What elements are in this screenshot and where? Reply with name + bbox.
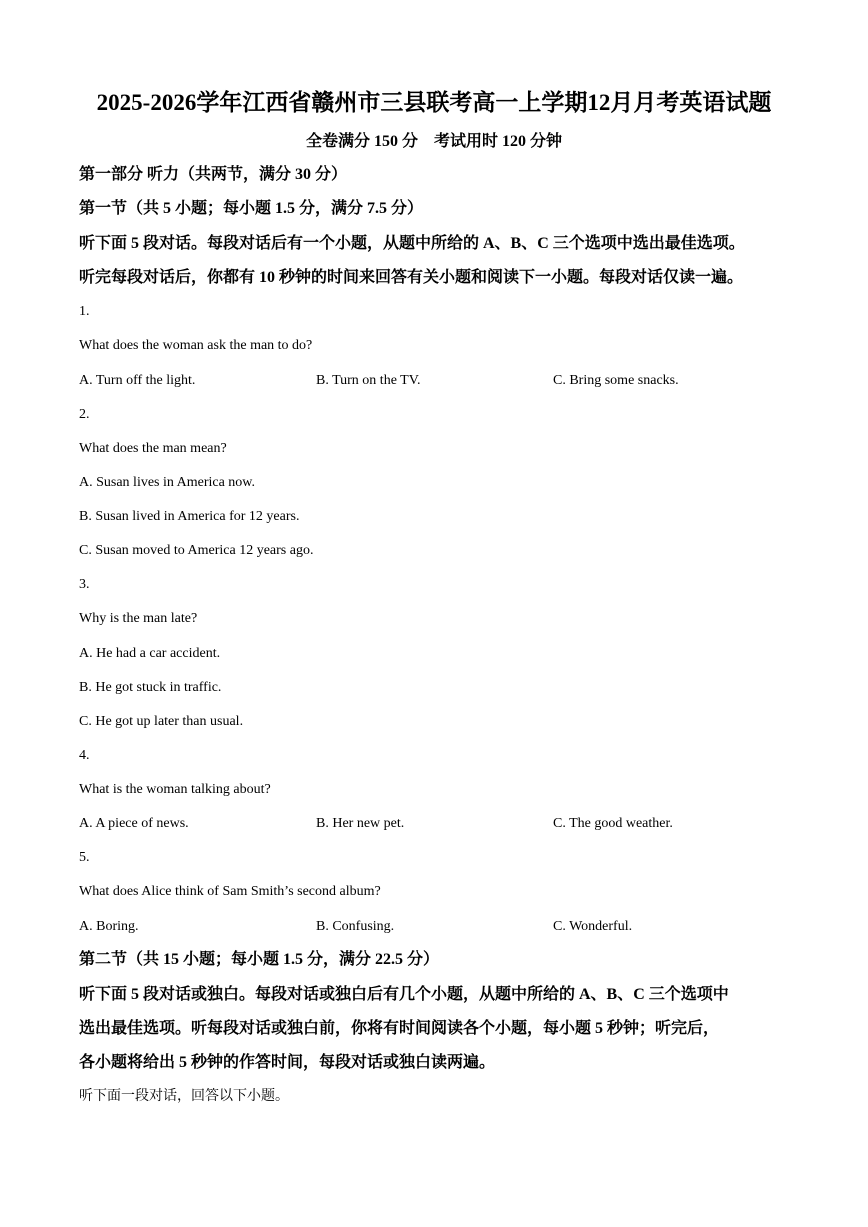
section2-instruction-line3: 各小题将给出 5 秒钟的作答时间，每段对话或独白读两遍。 [79,1054,496,1071]
option-b: B. Her new pet. [316,816,405,831]
question-stem: What is the woman talking about? [79,782,271,797]
question-number: 5. [79,850,90,865]
option-b: B. He got stuck in traffic. [79,680,222,695]
section1-heading: 第一节（共 5 小题；每小题 1.5 分，满分 7.5 分） [79,200,424,217]
listening-note: 听下面一段对话，回答以下小题。 [79,1089,289,1104]
option-a: A. Turn off the light. [79,373,196,388]
option-b: B. Susan lived in America for 12 years. [79,509,300,524]
section1-instruction-line2: 听完每段对话后，你都有 10 秒钟的时间来回答有关小题和阅读下一小题。每段对话仅读一遍。 [79,269,744,286]
question-number: 4. [79,748,90,763]
question-stem: What does the man mean? [79,441,227,456]
section2-instruction-line2: 选出最佳选项。听每段对话或独白前，你将有时间阅读各个小题，每小题 5 秒钟；听完后， [79,1020,720,1037]
option-c: C. Susan moved to America 12 years ago. [79,543,314,558]
question-number: 1. [79,304,90,319]
option-c: C. Wonderful. [553,919,633,934]
exam-title: 2025-2026学年江西省赣州市三县联考高一上学期12月月考英语试题 [96,90,772,115]
option-a: A. Boring. [79,919,139,934]
option-a: A. A piece of news. [79,816,189,831]
option-b: B. Turn on the TV. [316,373,421,388]
question-stem: Why is the man late? [79,611,198,626]
exam-subtitle: 全卷满分 150 分 考试用时 120 分钟 [305,133,562,150]
section1-instruction-line1: 听下面 5 段对话。每段对话后有一个小题，从题中所给的 A、B、C 三个选项中选出最佳选项。 [79,235,745,252]
part1-heading: 第一部分 听力（共两节，满分 30 分） [79,166,348,183]
question-number: 3. [79,577,90,592]
option-c: C. Bring some snacks. [553,373,679,388]
option-c: C. The good weather. [553,816,673,831]
section2-heading: 第二节（共 15 小题；每小题 1.5 分，满分 22.5 分） [79,951,440,968]
option-a: A. Susan lives in America now. [79,475,256,490]
option-a: A. He had a car accident. [79,646,221,661]
option-c: C. He got up later than usual. [79,714,244,729]
question-stem: What does the woman ask the man to do? [79,338,313,353]
question-stem: What does Alice think of Sam Smith’s second album? [79,884,381,899]
question-number: 2. [79,407,90,422]
option-b: B. Confusing. [316,919,395,934]
section2-instruction-line1: 听下面 5 段对话或独白。每段对话或独白后有几个小题，从题中所给的 A、B、C 三个选项中 [79,986,729,1003]
